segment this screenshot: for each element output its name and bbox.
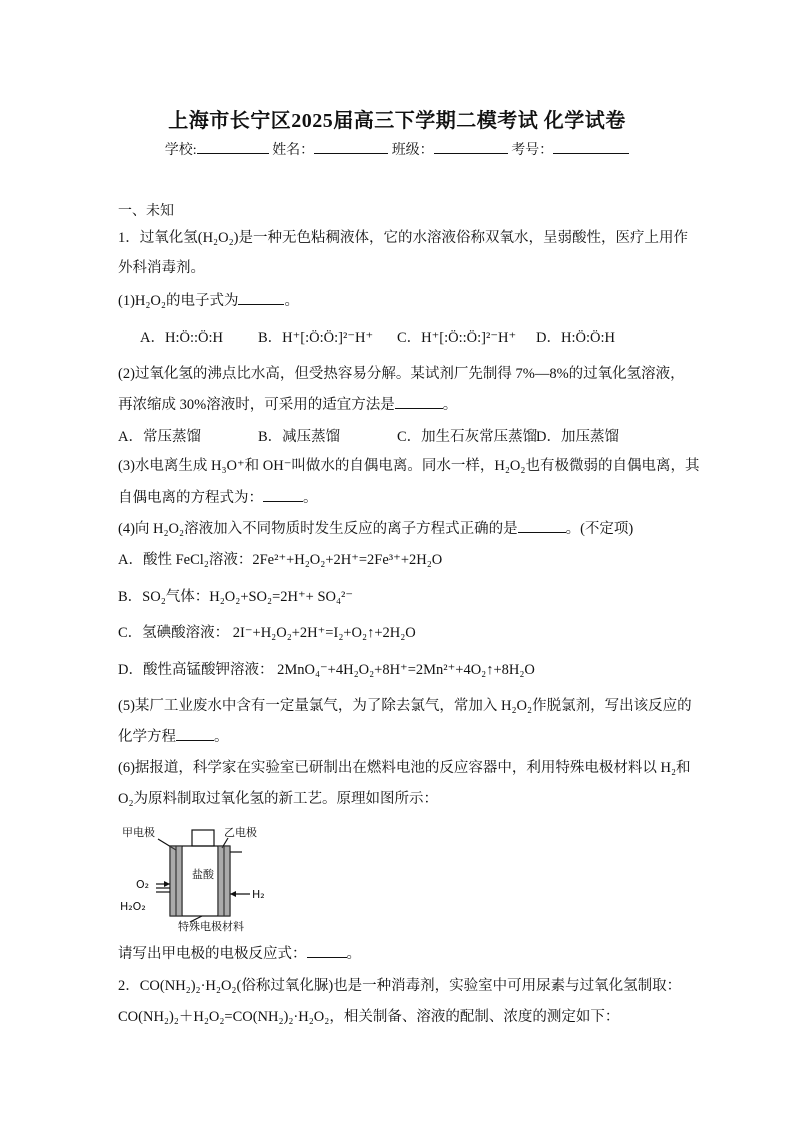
- diagram-label-material: 特殊电极材料: [178, 920, 244, 933]
- q1-p4-option-a: A．酸性 FeCl₂溶液：2Fe²⁺+H₂O₂+2H⁺=2Fe³⁺+2H₂O: [118, 552, 443, 568]
- q1-part1-text: (1)H₂O₂的电子式为: [118, 293, 239, 309]
- top-connector: [192, 830, 214, 846]
- q1-p1-option-a: A．H:Ö::Ö:H: [140, 330, 223, 346]
- q1-p1-option-d: D．H:Ö:Ö:H: [536, 330, 615, 346]
- section-heading: 一、未知: [118, 204, 174, 219]
- diagram-label-o2: O₂: [136, 878, 150, 891]
- q1-p4-option-b: B．SO₂气体：H₂O₂+SO₂=2H⁺+ SO₄²⁻: [118, 589, 354, 605]
- school-blank[interactable]: [197, 139, 269, 154]
- q2-line2: CO(NH₂)₂＋H₂O₂=CO(NH₂)₂·H₂O₂，相关制备、溶液的配制、浓度的测定如下：: [118, 1009, 620, 1025]
- q1-p1-option-c: C．H⁺[:Ö::Ö:]²⁻H⁺: [397, 330, 517, 346]
- q1-part4: [118, 519, 633, 539]
- class-label: 班级：: [391, 143, 434, 158]
- answer-blank[interactable]: [238, 292, 284, 305]
- name-label: 姓名：: [272, 143, 315, 158]
- q1-part6-text: 请写出甲电极的电极反应式：: [118, 946, 307, 962]
- q1-part1: [118, 291, 299, 311]
- q1-part3-end: 。: [303, 490, 318, 506]
- q1-part3-line1: (3)水电离生成 H₃O⁺和 OH⁻叫做水的自偶电离。同水一样，H₂O₂也有极微弱的自偶电离，其: [118, 458, 700, 474]
- answer-blank[interactable]: [307, 945, 347, 958]
- q1-p2-option-c: C．加生石灰常压蒸馏: [397, 429, 538, 445]
- q1-part2-line1: (2)过氧化氢的沸点比水高，但受热容易分解。某试剂厂先制得 7%—8%的过氧化氢溶液，: [118, 366, 685, 382]
- q1-part3-line2: [118, 488, 318, 508]
- q1-p2-option-b: B．减压蒸馏: [258, 429, 341, 445]
- q1-part6-question: [118, 944, 361, 964]
- diagram-label-h2o2: H₂O₂: [120, 900, 146, 913]
- diagram-label-acid: 盐酸: [192, 868, 214, 881]
- student-info-line: [0, 139, 794, 159]
- diagram-label-electrode-a: 甲电极: [122, 826, 155, 839]
- exam-no-label: 考号：: [511, 143, 554, 158]
- q1-p4-option-d: D．酸性高锰酸钾溶液： 2MnO₄⁻+4H₂O₂+8H⁺=2Mn²⁺+4O₂↑+8H₂O: [118, 662, 535, 678]
- q2-line1: 2．CO(NH₂)₂·H₂O₂(俗称过氧化脲)也是一种消毒剂，实验室中可用尿素与过氧化氢制取：: [118, 978, 682, 994]
- q1-p4-option-c: C．氢碘酸溶液： 2I⁻+H₂O₂+2H⁺=I₂+O₂↑+2H₂O: [118, 625, 416, 641]
- answer-blank[interactable]: [395, 396, 443, 409]
- q1-intro-line1: 1．过氧化氢(H₂O₂)是一种无色粘稠液体，它的水溶液俗称双氧水，呈弱酸性，医疗上用作: [118, 230, 688, 246]
- name-blank[interactable]: [314, 139, 388, 154]
- q1-part1-end: 。: [284, 293, 299, 309]
- exam-no-blank[interactable]: [553, 139, 629, 154]
- q1-part5-line1: (5)某厂工业废水中含有一定量氯气，为了除去氯气，常加入 H₂O₂作脱氯剂，写出该反应的: [118, 698, 692, 714]
- q1-p2-option-d: D．加压蒸馏: [536, 429, 619, 445]
- answer-blank[interactable]: [263, 489, 303, 502]
- answer-blank[interactable]: [176, 728, 214, 741]
- class-blank[interactable]: [434, 139, 508, 154]
- q1-part3-text: 自偶电离的方程式为：: [118, 490, 263, 506]
- q1-part6-line2: O₂为原料制取过氧化氢的新工艺。原理如图所示：: [118, 791, 439, 807]
- diagram-label-electrode-b: 乙电极: [224, 826, 257, 839]
- answer-blank[interactable]: [518, 520, 566, 533]
- page-title: 上海市长宁区2025届高三下学期二模考试 化学试卷: [168, 110, 626, 132]
- fuel-cell-diagram: [118, 822, 278, 934]
- q1-part6-end: 。: [346, 946, 361, 962]
- q1-part2-end: 。: [442, 397, 458, 413]
- q1-part2-text: 再浓缩成 30%溶液时，可采用的适宜方法是: [118, 397, 395, 413]
- q1-part5-end: 。: [214, 729, 229, 745]
- q1-part2-line2: [118, 395, 457, 415]
- school-label: 学校:: [164, 143, 197, 158]
- q1-part4-text: (4)向 H₂O₂溶液加入不同物质时发生反应的离子方程式正确的是: [118, 521, 518, 537]
- q1-part4-end: 。(不定项): [565, 521, 634, 537]
- q1-p1-option-b: B．H⁺[:Ö:Ö:]²⁻H⁺: [258, 330, 374, 346]
- diagram-label-h2: H₂: [252, 888, 265, 901]
- q1-part5-text: 化学方程: [118, 729, 176, 745]
- q1-part6-line1: (6)据报道，科学家在实验室已研制出在燃料电池的反应容器中，利用特殊电极材料以 H₂和: [118, 760, 691, 776]
- q1-intro-line2: 外科消毒剂。: [118, 260, 205, 276]
- q1-p2-option-a: A．常压蒸馏: [118, 429, 201, 445]
- q1-part5-line2: [118, 727, 229, 747]
